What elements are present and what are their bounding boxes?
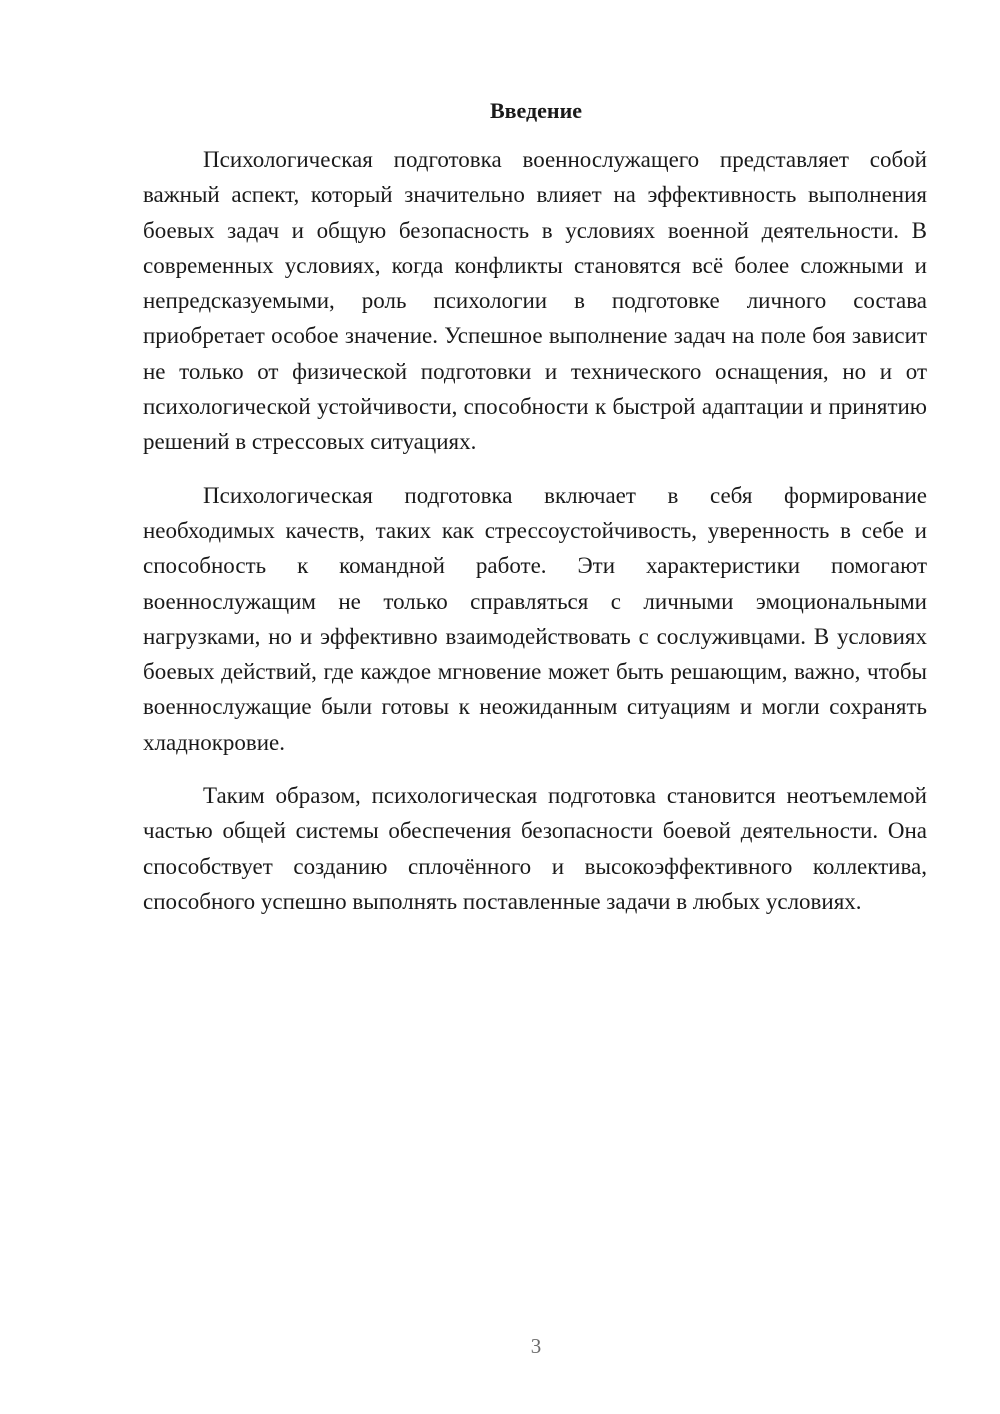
section-title: Введение [489,98,583,123]
page-number: 3 [530,1334,542,1358]
paragraph-1: Психологическая подготовка военнослужащего представляет собой важный аспект, который значительно влияет на эффективность выполнения боевых задач и общую безопасность в условиях военной деятельности. В современных условиях, когда конфликты становятся всё более сложными и непредсказуемыми, роль психологии в подготовке личного состава приобретает особое значение. Успешное выполнение задач на поле боя зависит не только от физической подготовки и технического оснащения, но и от психологической устойчивости, способности к быстрой адаптации и принятию решений в стрессовых ситуациях. [143,147,927,455]
paragraph-3: Таким образом, психологическая подготовка становится неотъемлемой частью общей системы обеспечения безопасности боевой деятельности. Она способствует созданию сплочённого и высокоэффективного коллектива, способного успешно выполнять поставленные задачи в любых условиях. [143,783,927,914]
document-body [143,142,927,937]
paragraph-2: Психологическая подготовка включает в себя формирование необходимых качеств, таких как стрессоустойчивость, уверенность в себе и способность к командной работе. Эти характеристики помогают военнослужащим не только справляться с личными эмоциональными нагрузками, но и эффективно взаимодействовать с сослуживцами. В условиях боевых действий, где каждое мгновение может быть решающим, важно, чтобы военнослужащие были готовы к неожиданным ситуациям и могли сохранять хладнокровие. [143,482,927,755]
